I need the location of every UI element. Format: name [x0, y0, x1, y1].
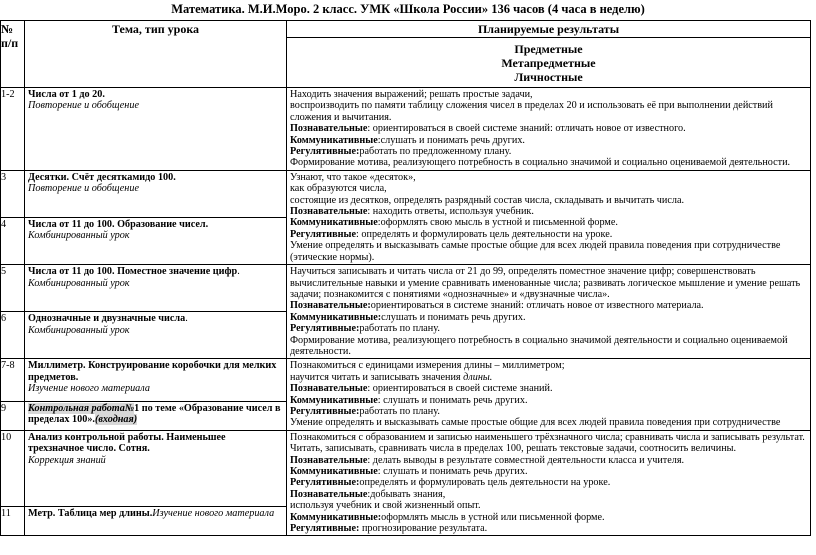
row-number: 4	[1, 217, 25, 264]
header-topic: Тема, тип урока	[25, 21, 287, 88]
row-number: 9	[1, 401, 25, 430]
document-title: Математика. М.И.Моро. 2 класс. УМК «Школа России» 136 часов (4 часа в неделю)	[171, 2, 645, 16]
row-topic: Числа от 11 до 100. Поместное значение цифр. Комбинированный урок	[25, 265, 287, 312]
header-row	[1, 21, 811, 38]
row-topic: Однозначные и двузначные числа. Комбинированный урок	[25, 312, 287, 359]
row-results: Узнают, что такое «десяток», как образуются числа, состоящие из десятков, определять разрядный состав числа, складывать и вычитать числа. Познавательные: находить ответы, используя учебник. Коммуникативные:оформлять свою мысль в устной и письменной форме. Регулятивные: определять и формулировать цель деятельности на уроке. Умение определять и высказывать самые простые общие для всех людей правила поведения при сотрудничестве (этические нормы).	[287, 170, 811, 264]
row-number: 7-8	[1, 359, 25, 401]
row-topic: Метр. Таблица мер длины.Изучение нового материала	[25, 506, 287, 535]
row-number: 10	[1, 430, 25, 506]
header-results-types: Предметные Метапредметные Личностные	[287, 38, 811, 88]
row-results: Научиться записывать и читать числа от 21 до 99, определять поместное значение цифр; совершенствовать вычислительные навыки и умение сравнивать именованные числа; развивать логическое мышление и умение решать задачи; познакомится с понятиями «однозначные» и «двузначные числа». Познавательные:ориентироваться в системе знаний: отличать новое от известного материала. Коммуникативные:слушать и понимать речь других. Регулятивные:работать по плану. Формирование мотива, реализующего потребность в социально значимой деятельности и социально оцениваемой деятельности.	[287, 265, 811, 359]
row-topic: Анализ контрольной работы. Наименьшее трехзначное число. Сотня. Коррекция знаний	[25, 430, 287, 506]
row-topic: Числа от 11 до 100. Образование чисел. Комбинированный урок	[25, 217, 287, 264]
header-results: Планируемые результаты	[287, 21, 811, 38]
row-topic: Десятки. Счёт десяткамидо 100. Повторение и обобщение	[25, 170, 287, 217]
header-number: № п/п	[1, 21, 25, 88]
row-results: Познакомиться с единицами измерения длины – миллиметром; научится читать и записывать значения длины. Познавательные: ориентироваться в своей системе знаний. Коммуникативные: слушать и понимать речь других. Регулятивные:работать по плану. Умение определять и высказывать самые простые общие для всех людей правила поведения при сотрудничестве	[287, 359, 811, 430]
row-number: 6	[1, 312, 25, 359]
row-number: 1-2	[1, 88, 25, 171]
row-number: 5	[1, 265, 25, 312]
table-row	[1, 170, 811, 217]
lesson-plan-table	[0, 20, 811, 536]
row-results: Находить значения выражений; решать простые задачи, воспроизводить по памяти таблицу сложения чисел в пределах 20 и использовать её при выполнении действий сложения и вычитания. Познавательные: ориентироваться в своей системе знаний: отличать новое от известного. Коммуникативные:слушать и понимать речь других. Регулятивные:работать по предложенному плану. Формирование мотива, реализующего потребность в социально значимой и социально оцениваемой деятельности.	[287, 88, 811, 171]
row-number: 3	[1, 170, 25, 217]
table-row	[1, 265, 811, 312]
row-topic: Контрольная работа№1 по теме «Образование чисел в пределах 100».(входная)	[25, 401, 287, 430]
table-row	[1, 430, 811, 506]
row-topic: Миллиметр. Конструирование коробочки для мелких предметов. Изучение нового материала	[25, 359, 287, 401]
table-row	[1, 88, 811, 171]
table-row	[1, 359, 811, 401]
row-number: 11	[1, 506, 25, 535]
row-topic: Числа от 1 до 20. Повторение и обобщение	[25, 88, 287, 171]
row-results: Познакомиться с образованием и записью наименьшего трёхзначного числа; сравнивать числа и записывать результат. Читать, записывать, сравнивать числа в пределах 100, решать текстовые задачи, соотносить величины. Познавательные: делать выводы в результате совместной деятельности класса и учителя. Коммуникативные: слушать и понимать речь других. Регулятивные:определять и формулировать цель деятельности на уроке. Познавательные:добывать знания, используя учебник и свой жизненный опыт. Коммуникативные:оформлять мысль в устной или письменной форме. Регулятивные: прогнозирование результата.	[287, 430, 811, 536]
